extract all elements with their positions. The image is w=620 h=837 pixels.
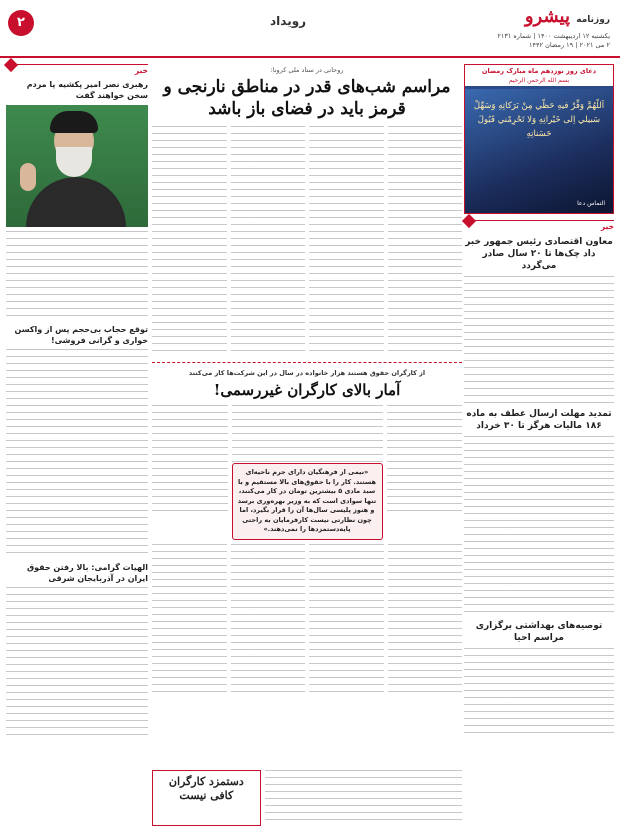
main-body-column bbox=[152, 126, 227, 356]
news-headline[interactable]: توقع حجاب بی‌حجم پس از واکسن خواری و گرانی فروشی! bbox=[14, 325, 148, 345]
issue-line-2: ۲ می ۲۰۲۱ | ۱۹ رمضان ۱۴۴۲ bbox=[529, 41, 610, 49]
pull-quote: «نیمی از فرهنگیان دارای جرم ناحیه‌ای هستند. کار را با حقوق‌های بالا مستقیم و با سبد مادی ۵ بیشترین تومان در کار می‌کنند، تنها سوادی است که به وزیر بهره‌وری برسد و هنوز پلیسی سال‌ها آن را قرار بگیرد، اما چون نظارتی نیست کارفرمایان به راحتی پایه‌دستمزد‌ها را نمی‌دهند.» bbox=[232, 463, 383, 540]
news-tag-bar bbox=[6, 64, 148, 76]
news-headline[interactable]: الهیات گرامی: بالا رفتن حقوق ایران در آذربایجان شرقی bbox=[26, 563, 148, 583]
prayer-basmala: بسم الله الرحمن الرحیم bbox=[465, 77, 613, 86]
second-kicker: از کارگران حقوق هستند هزار خانواده در سال در این شرکت‌ها کار می‌کنند bbox=[188, 369, 426, 377]
news-body bbox=[464, 648, 614, 734]
left-column bbox=[6, 64, 148, 737]
bottom-story-body bbox=[265, 770, 462, 826]
news-body bbox=[6, 349, 148, 559]
main-body-column bbox=[231, 126, 306, 356]
portrait-turban bbox=[50, 111, 98, 133]
news-body bbox=[6, 587, 148, 737]
news-headline[interactable]: معاون اقتصادی رئیس جمهور خبر داد چک‌ها تا ۲۰ سال صادر می‌گردد bbox=[465, 237, 613, 271]
portrait-beard bbox=[56, 147, 92, 177]
prayer-title: دعای روز نوزدهم ماه مبارک رمضان bbox=[465, 65, 613, 77]
right-column bbox=[464, 64, 614, 734]
news-headline[interactable]: رهبری نصر امیر پکشیه پا مردم سخن خواهند گفت bbox=[26, 80, 148, 100]
diamond-icon bbox=[462, 214, 476, 228]
second-body-column bbox=[152, 544, 227, 694]
bottom-story-box bbox=[152, 770, 261, 826]
main-body-column bbox=[309, 126, 384, 356]
main-kicker: روحانی در ستاد ملی کرونا: bbox=[270, 66, 344, 74]
issue-line-1: یکشنبه ۱۲ اردیبهشت ۱۴۰۰ | شماره ۲۱۳۱ bbox=[497, 32, 610, 40]
portrait-robe bbox=[26, 177, 126, 227]
second-headline[interactable]: آمار بالای کارگران غیررسمی! bbox=[213, 381, 401, 399]
second-body-columns bbox=[152, 405, 462, 540]
main-body-column bbox=[388, 126, 463, 356]
second-body-column bbox=[388, 544, 463, 694]
second-body-column bbox=[387, 405, 463, 515]
main-body-columns bbox=[152, 126, 462, 356]
newspaper-logo bbox=[525, 6, 610, 27]
prayer-text: اَللّهُمَّ وَفِّرْ فيهِ حَظّي مِنْ بَرَكاتِهِ وَسَهِّلْ سَبيلي اِلى خَيْراتِهِ وَلا تَحْرِمْني قَبُولَ حَسَناتِهِ bbox=[473, 101, 605, 139]
issue-info bbox=[410, 32, 610, 50]
main-headline[interactable]: مراسم شب‌های قدر در مناطق نارنجی و قرمز باید در فضای باز باشد bbox=[163, 77, 451, 119]
second-body-column bbox=[309, 544, 384, 694]
page-number-badge: ۲ bbox=[8, 10, 34, 36]
second-body-column bbox=[152, 405, 228, 515]
page-header bbox=[0, 0, 620, 58]
ramadan-prayer-box bbox=[464, 64, 614, 214]
logo-text: پیشرو bbox=[524, 6, 570, 27]
section-title: رویداد bbox=[270, 14, 307, 28]
news-body bbox=[464, 276, 614, 404]
news-tag-bar bbox=[464, 220, 614, 232]
news-body bbox=[6, 231, 148, 321]
section-divider bbox=[152, 362, 462, 363]
logo-prefix: روزنامه bbox=[576, 15, 610, 25]
second-body-column bbox=[231, 544, 306, 694]
second-body-column bbox=[232, 405, 383, 463]
news-tag: خبر bbox=[134, 66, 148, 75]
prayer-signoff: التماس دعا bbox=[577, 200, 605, 207]
news-headline[interactable]: تمدید مهلت ارسال عطف به ماده ۱۸۶ مالیات هرگز تا ۳۰ خرداد bbox=[466, 409, 612, 431]
news-tag: خبر bbox=[600, 222, 614, 231]
news-body bbox=[464, 436, 614, 616]
second-body-columns-lower bbox=[152, 544, 462, 694]
news-headline[interactable]: توصیه‌های بهداشتی برگزاری مراسم احیا bbox=[475, 621, 603, 643]
main-story bbox=[152, 64, 462, 694]
bottom-story bbox=[152, 770, 462, 826]
bottom-headline[interactable]: دستمزد کارگران کافی نیست bbox=[168, 775, 244, 802]
portrait-hand bbox=[20, 163, 36, 191]
leader-portrait bbox=[6, 105, 148, 227]
diamond-icon bbox=[4, 58, 18, 72]
